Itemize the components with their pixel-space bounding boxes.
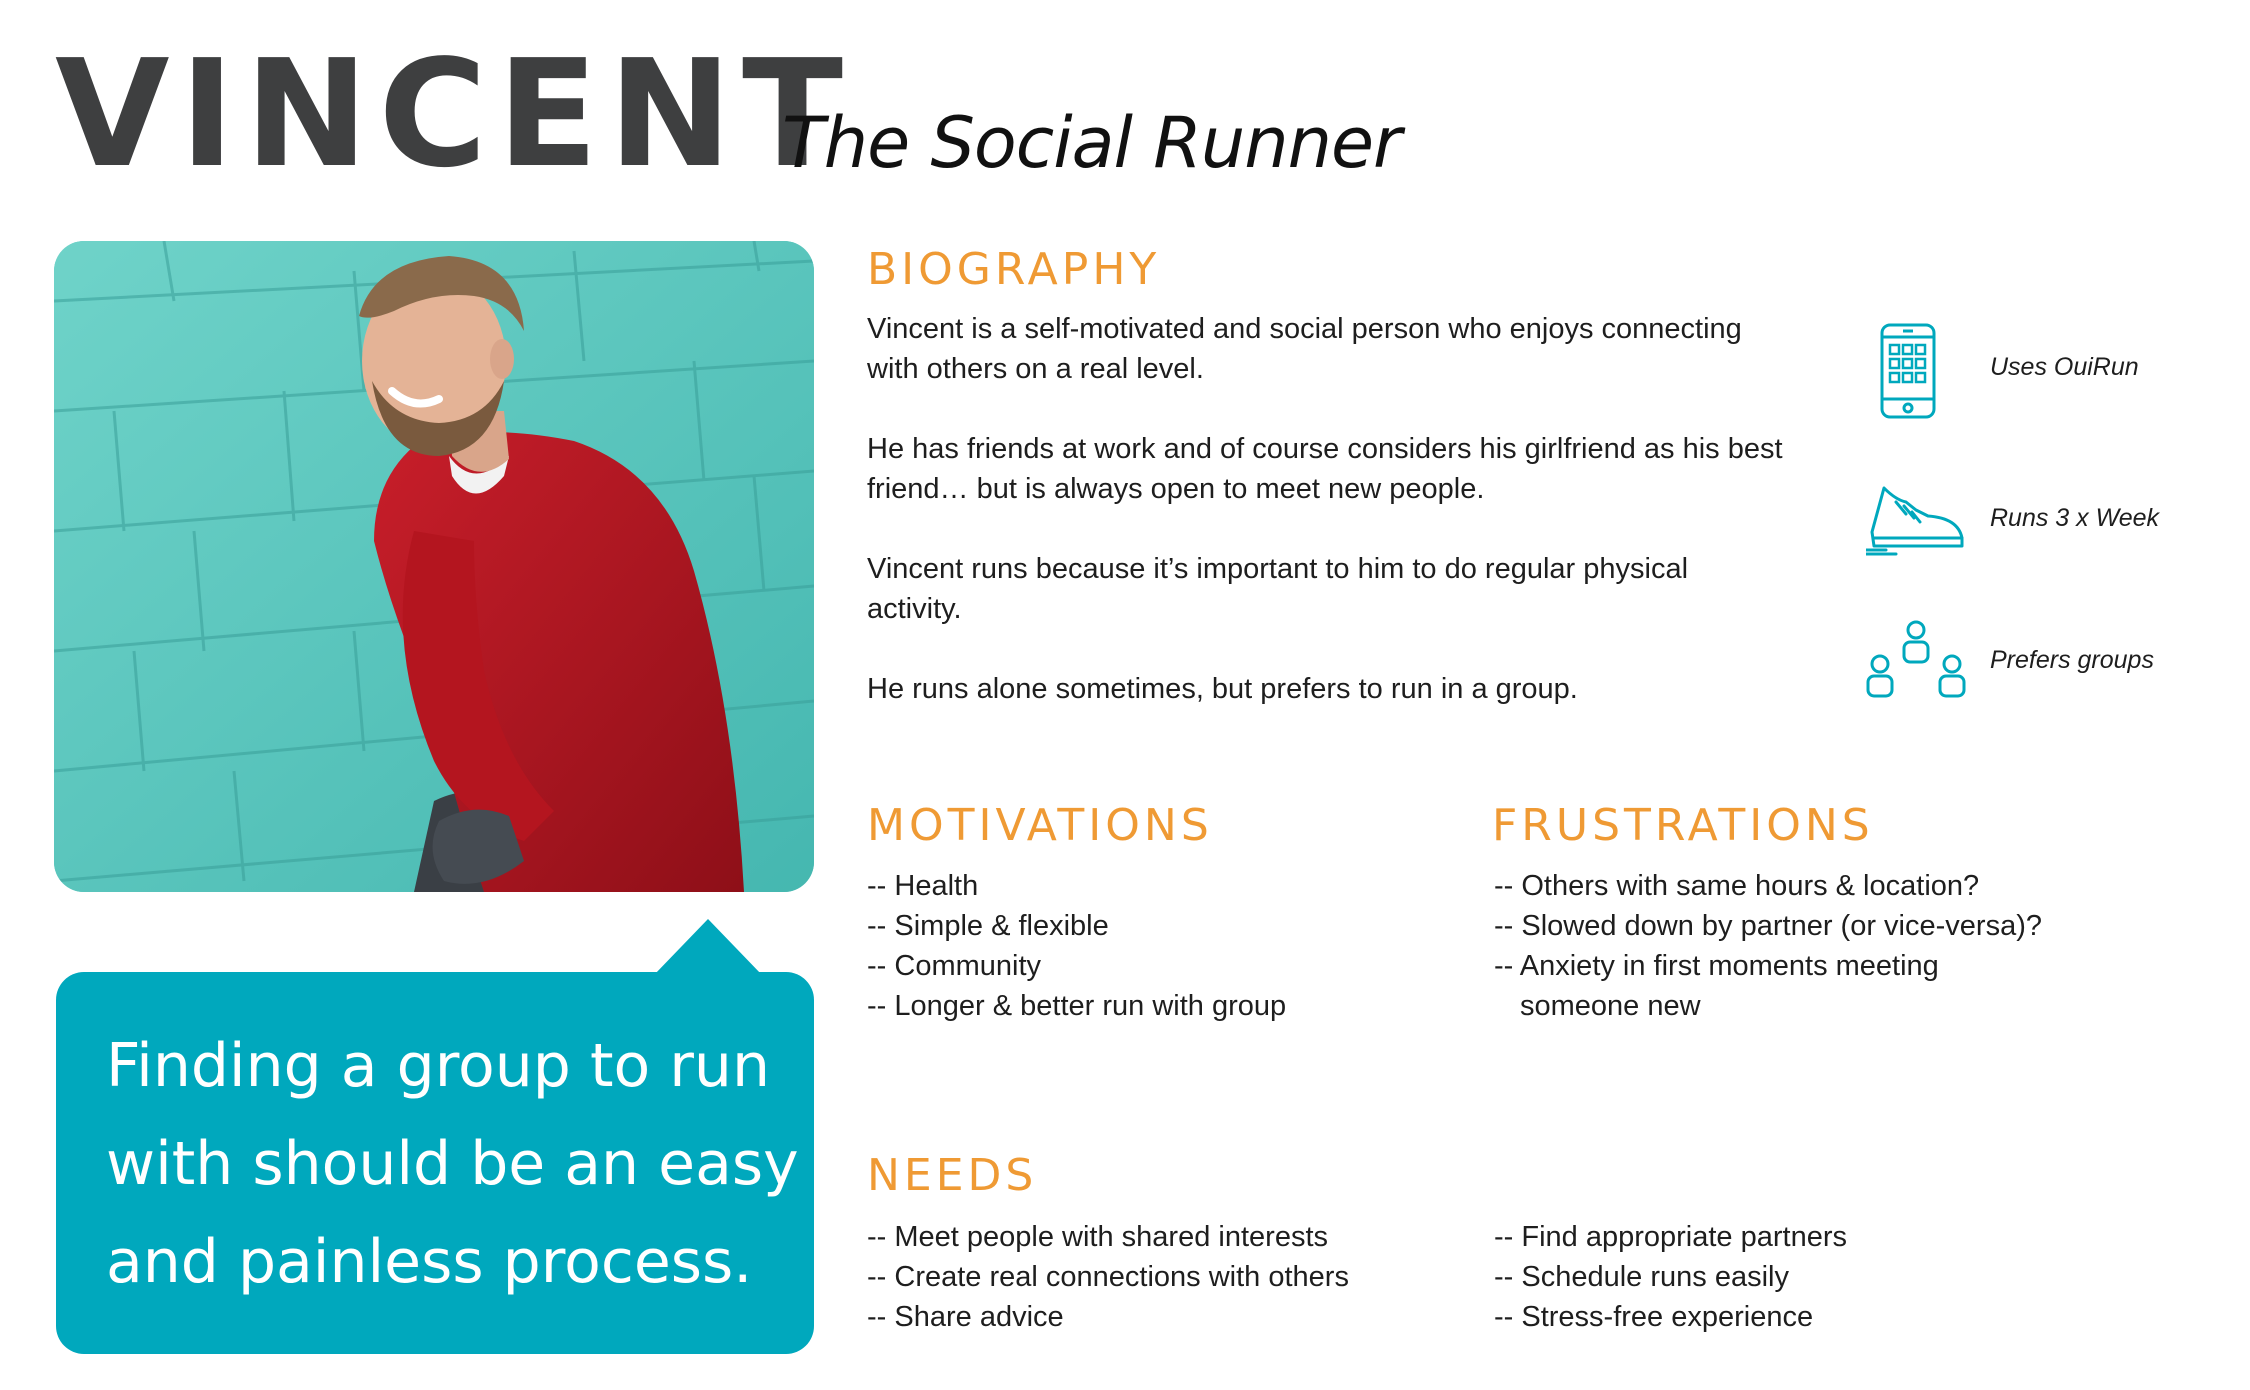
quote-bubble-tail xyxy=(654,919,762,975)
list-item: -- Share advice xyxy=(867,1301,1064,1333)
biography-paragraph-2: He has friends at work and of course considers his girlfriend as his best friend… but is always open to meet new people. xyxy=(867,433,1783,505)
biography-paragraph-4: He runs alone sometimes, but prefers to run in a group. xyxy=(867,673,1578,705)
stat-runs-per-week-label: Runs 3 x Week xyxy=(1990,504,2160,532)
needs-list-right xyxy=(1494,1217,1847,1337)
list-item-continuation: someone new xyxy=(1520,990,1701,1022)
frustrations-list xyxy=(1494,866,2042,1026)
persona-name: VINCENT xyxy=(55,28,854,200)
list-item: -- Create real connections with others xyxy=(867,1261,1349,1293)
persona-photo xyxy=(54,241,814,892)
motivations-list xyxy=(867,866,1286,1026)
biography-heading: BIOGRAPHY xyxy=(867,244,1161,295)
needs-heading: NEEDS xyxy=(867,1150,1038,1201)
list-item: -- Schedule runs easily xyxy=(1494,1261,1789,1293)
needs-list-left xyxy=(867,1217,1349,1337)
list-item: -- Longer & better run with group xyxy=(867,990,1287,1022)
list-item: -- Simple & flexible xyxy=(867,910,1109,942)
stat-prefers-groups-label: Prefers groups xyxy=(1990,646,2154,674)
list-item xyxy=(1494,986,2042,1026)
list-item: -- Slowed down by partner (or vice-versa)? xyxy=(1494,910,2042,942)
running-shoe-icon xyxy=(1866,482,1966,561)
smartphone-app-icon xyxy=(1880,323,1936,424)
stat-uses-app-label: Uses OuiRun xyxy=(1990,353,2139,381)
list-item: -- Stress-free experience xyxy=(1494,1301,1814,1333)
list-item: -- Meet people with shared interests xyxy=(867,1221,1328,1253)
frustrations-heading: FRUSTRATIONS xyxy=(1492,800,1874,851)
persona-quote: Finding a group to run with should be an easy and painless process. xyxy=(106,1031,799,1297)
motivations-heading: MOTIVATIONS xyxy=(867,800,1213,851)
list-item: -- Anxiety in first moments meeting xyxy=(1494,950,1939,982)
biography-paragraph-1: Vincent is a self-motivated and social person who enjoys connecting with others on a real level. xyxy=(867,313,1742,385)
list-item: -- Others with same hours & location? xyxy=(1494,870,1980,902)
persona-tagline: The Social Runner xyxy=(782,102,1401,184)
group-people-icon xyxy=(1866,620,1966,707)
list-item: -- Find appropriate partners xyxy=(1494,1221,1847,1253)
list-item: -- Community xyxy=(867,950,1042,982)
biography-paragraph-3: Vincent runs because it’s important to him to do regular physical activity. xyxy=(867,553,1689,625)
list-item: -- Health xyxy=(867,870,979,902)
quote-bubble xyxy=(56,972,814,1354)
